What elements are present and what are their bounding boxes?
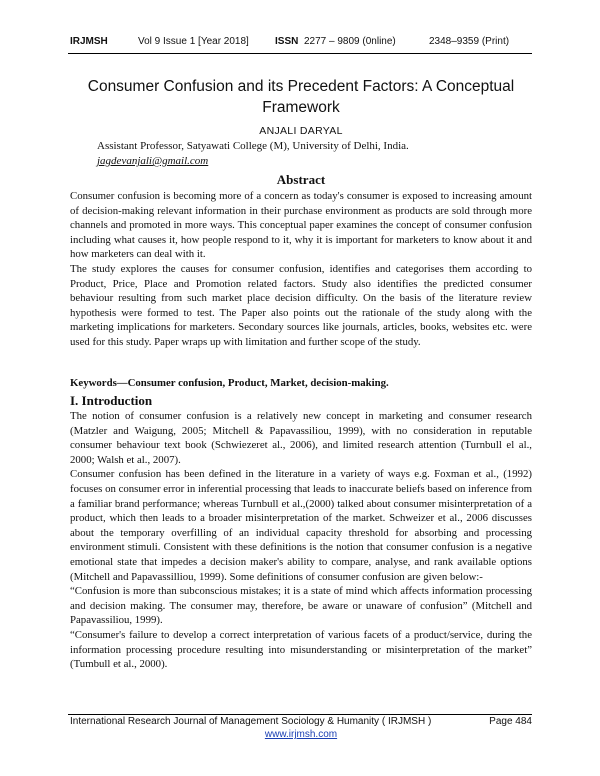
abstract-body: [70, 189, 532, 350]
author-email-link[interactable]: jagdevanjali@gmail.com: [97, 155, 209, 167]
footer-rule: [68, 714, 532, 715]
issn-online: 2277 – 9809 (0nline): [304, 36, 396, 47]
paper-title: Consumer Confusion and its Precedent Factors: A Conceptual Framework: [87, 78, 515, 116]
introduction-paragraph: “Confusion is more than subconscious mistakes; it is a state of mind which affects information processing and decision making. The consumer may, therefore, be aware or unaware of confusion” (Mitchell and Papavassiliou, 1999).: [70, 585, 532, 627]
introduction-body: [70, 409, 532, 672]
running-header: [70, 36, 532, 52]
author-name: ANJALI DARYAL: [259, 125, 343, 137]
issn-print: 2348–9359 (Print): [429, 36, 510, 47]
author-affiliation: Assistant Professor, Satyawati College (M), University of Delhi, India.: [97, 140, 409, 152]
header-rule: [68, 53, 532, 54]
abstract-heading: Abstract: [276, 172, 326, 187]
footer-journal-name: International Research Journal of Management Sociology & Humanity ( IRJMSH ): [70, 716, 432, 727]
introduction-heading: I. Introduction: [70, 393, 153, 408]
journal-abbreviation: IRJMSH: [70, 36, 108, 47]
abstract-paragraph: The study explores the causes for consumer confusion, identifies and categorises them according to Product, Price, Place and Promotion related factors. Study also identifies the predicted consumer behaviour resulting from such market place decision difficulty. On the basis of the literature review hypothesis were formed to test. The Paper also points out the rationale of the study along with the marketing implications for marketers. Secondary sources like journals, articles, books, websites etc. were used for this study. Paper wraps up with limitation and further scope of the study.: [70, 262, 532, 348]
page-number: Page 484: [489, 716, 532, 727]
introduction-paragraph: “Consumer's failure to develop a correct interpretation of various facets of a product/service, during the information processing procedure resulting into misunderstanding or misinterpretation of the market” (Tumbull et al., 2000).: [70, 628, 532, 671]
volume-issue: Vol 9 Issue 1 [Year 2018]: [138, 36, 249, 47]
keywords: Keywords—Consumer confusion, Product, Market, decision-making.: [70, 377, 389, 389]
abstract-paragraph: Consumer confusion is becoming more of a concern as today's consumer is exposed to increasing amount of decision-making relevant information in their purchase environment as products are sold through more channels and promoted in more ways. This conceptual paper examines the concept of consumer confusion including what causes it, how people respond to it, why it is important for marketers to know about it and how marketers can deal with it.: [70, 190, 532, 261]
issn-label: ISSN: [275, 36, 299, 47]
introduction-paragraph: The notion of consumer confusion is a relatively new concept in marketing and consumer research (Matzler and Waigung, 2005; Mitchell & Papavassiliou, 1999), with no consideration in reputable consumer behaviour text book (Schwiezeret al., 2006), and limited research attention (Turnbull el al., 2000; Walsh et al., 2007).: [70, 410, 532, 466]
introduction-paragraph: Consumer confusion has been defined in the literature in a variety of ways e.g. Foxman et al., (1992) focuses on consumer error in inferential processing that leads to inaccurate beliefs based on inference from a familiar brand performance; whereas Turnbull et al.,(2000) talked about consumer misinterpretation of a product, which then leads to a broader misinterpretation of the market. Schweizer et al., 2006 discusses about the temporary overfilling of an individual capacity threshold for absorbing and processing environment stimuli. Consistent with these definitions is the notion that consumer confusion is a negative emotional state that impedes a decision maker's ability to compare, analyse, and rank available options (Mitchell and Papavassilliou, 1999). Some definitions of consumer confusion are given below:-: [70, 468, 532, 583]
journal-website-link[interactable]: www.irjmsh.com: [264, 729, 338, 740]
